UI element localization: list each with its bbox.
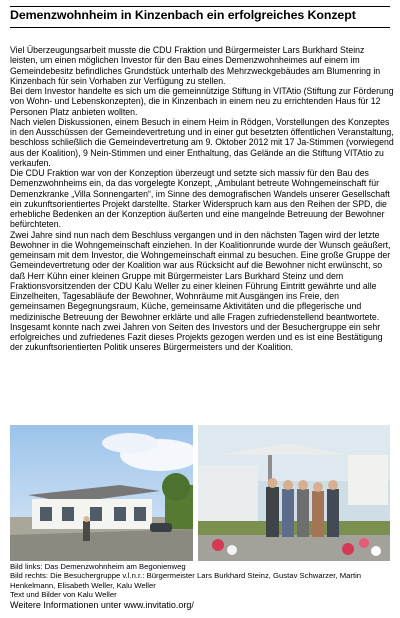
caption-right-line2: Henkelmann, Elisabeth Weller, Kalu Weller bbox=[10, 580, 156, 590]
photo-captions bbox=[10, 562, 390, 611]
photo-row bbox=[10, 425, 390, 561]
photo-visitor-group bbox=[198, 425, 390, 561]
article-paragraph: Insgesamt konnte nach zwei Jahren von Seiten des Investors und der Besuchergruppe ein sehr erfolgreiches und zufriedenes Fazit dieses Projekts gezogen werden und es ist eine Bestätigung der zukunftsorientierten Politik unseres Bürgermeisters und der Koalition. bbox=[10, 321, 383, 353]
title-rule-top bbox=[10, 6, 390, 7]
caption-credit: Text und Bilder von Kalu Weller bbox=[10, 589, 117, 599]
article-paragraph: Nach vielen Diskussionen, einem Besuch in einem Heim in Rödgen, Vorstellungen des Konzeptes in den Ausschüssen der Gemeindevertretung und in einer gut besetzten öffentlichen Veranstaltung, beschloss schließlich die Gemeindevertretung am 9. Oktober 2012 mit 17 Ja-Stimmen (vorwiegend aus der Koalition), 9 Nein-Stimmen und einer Enthaltung, das Gelände an die Stiftung VITAtio zu verkaufen. bbox=[10, 116, 394, 168]
article-paragraph: Zwei Jahre sind nun nach dem Beschluss vergangen und in den nächsten Tagen wird der letzte Bewohner in die Wohngemeinschaft einziehen. In der Koalitionrunde wurde der Wunsch geäußert, gemeinsam mit dem Investor, die Wohngemeinschaft einmal zu besuchen. Eine große Gruppe der Gemeindevertretung oder der Koalition war aus Rücksicht auf die Bewohner nicht erwünscht, so daß Herr Kühn einer kleinen Gruppe mit Bürgermeister Lars Burkhard Steinz und dem Fraktionsvorsitzenden der CDU Kalu Weller zu einer kleinen Führung Eintritt gewährte und alle Einzelheiten, Tagesabläufe der Bewohner, Wohnräume mit Ausgängen ins Freie, den gemeinsamen Begegnungsraum, Küche, gemeinsame Aktivitäten und die pflegerische und medizinische Betreuung der Bewohner erklärte und alle Fragen zufriedenstellend beantwortete. bbox=[10, 229, 391, 322]
article-title: Demenzwohnheim in Kinzenbach ein erfolgreiches Konzept bbox=[10, 8, 356, 22]
caption-left: Bild links: Das Demenzwohnheim am Begonienweg bbox=[10, 562, 186, 571]
more-info-text: Weitere Informationen unter www.invitatio.org/ bbox=[10, 600, 194, 611]
care-home-image bbox=[10, 425, 193, 561]
article-paragraph: Viel Überzeugungsarbeit musste die CDU Fraktion und Bürgermeister Lars Burkhard Steinz leisten, um einen möglichen Investor für den Bau eines Demenzwohnheimes auf einem im Gemeindebesitz befindliches Grundstück unterhalb des Mehrzweckgebäudes am Blumenring in Kinzenbach für sein Vorhaben zur Verfügung zu stellen. bbox=[10, 45, 381, 86]
article-paragraph: Bei dem Investor handelte es sich um die gemeinnützige Stiftung in VITAtio (Stiftung zur Förderung von Wohn- und Lebenskonzepten), die in Kinzenbach in einem neu zu errichtenden Haus für 12 Personen Platz anbieten wollten. bbox=[10, 86, 394, 117]
article-paragraph: Die CDU Fraktion war von der Konzeption überzeugt und setzte sich massiv für den Bau des Demenzwohnheims ein, da das vorgelegte Konzept, „Ambulant betreute Wohngemeinschaft für Demenzkranke „Villa Sonnengarten“, im Sinne des demografischen Wandels unserer Gesellschaft ein zukunftsorientiertes Projekt darstellte. Starker Widerspruch kam aus den Reihen der SPD, die erhebliche Bedenken an der Konzeption äußerten und eine mangelnde Betreuung der Bewohner befürchteten. bbox=[10, 168, 390, 230]
photo-care-home bbox=[10, 425, 193, 561]
caption-right-line1: Bild rechts: Die Besuchergruppe v.l.n.r.: Bürgermeister Lars Burkhard Steinz, Gustav Schwarzer, Martin bbox=[10, 571, 362, 581]
article-body bbox=[10, 45, 394, 353]
visitor-group-image bbox=[198, 425, 390, 561]
title-rule-bottom bbox=[10, 27, 390, 28]
